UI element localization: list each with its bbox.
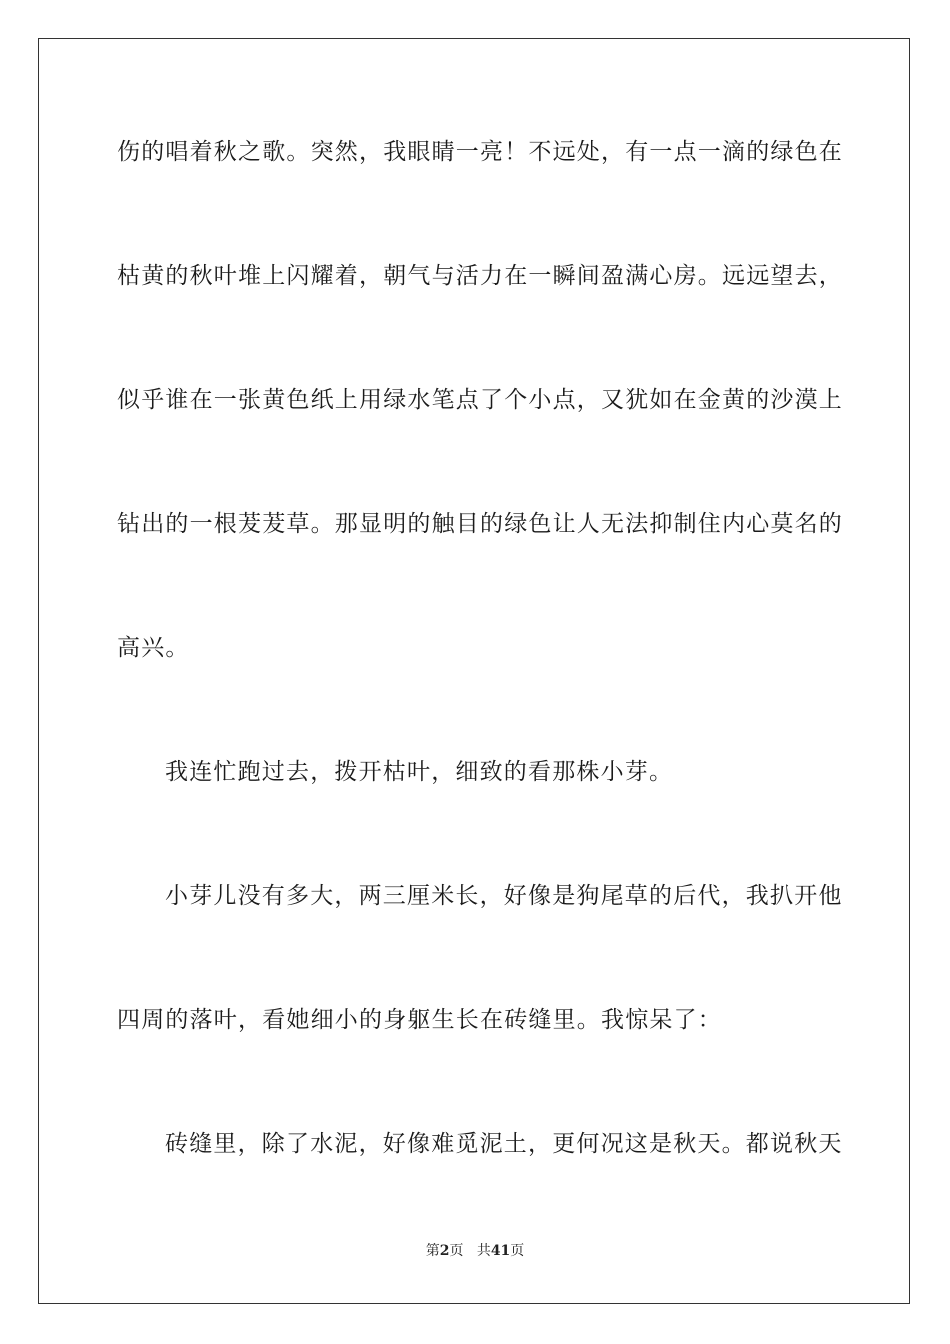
text-line-2: 枯黄的秋叶堆上闪耀着，朝气与活力在一瞬间盈满心房。远远望去， [117, 263, 843, 289]
footer-total-prefix: 共 [476, 1243, 491, 1259]
text-line-1: 伤的唱着秋之歌。突然，我眼睛一亮！不远处，有一点一滴的绿色在 [117, 139, 843, 165]
footer-page-suffix: 页 [449, 1243, 464, 1259]
text-line-5: 高兴。 [117, 635, 190, 661]
footer-page-prefix: 第 [425, 1243, 440, 1259]
footer-total-suffix: 页 [510, 1243, 525, 1259]
footer-total-pages: 41 [490, 1243, 511, 1259]
text-line-3: 似乎谁在一张黄色纸上用绿水笔点了个小点，又犹如在金黄的沙漠上 [117, 387, 843, 413]
page-border [38, 38, 910, 1304]
text-line-4: 钻出的一根茇茇草。那显明的触目的绿色让人无法抑制住内心莫名的 [117, 511, 843, 537]
paragraph-start-line-6: 我连忙跑过去，拨开枯叶，细致的看那株小芽。 [165, 759, 674, 785]
paragraph-start-line-7: 小芽儿没有多大，两三厘米长，好像是狗尾草的后代，我扒开他 [165, 883, 843, 909]
page-footer [0, 1242, 950, 1260]
paragraph-start-line-9: 砖缝里，除了水泥，好像难觅泥土，更何况这是秋天。都说秋天 [165, 1131, 843, 1157]
text-line-8: 四周的落叶，看她细小的身躯生长在砖缝里。我惊呆了： [117, 1007, 722, 1033]
footer-page-number: 2 [439, 1243, 450, 1259]
